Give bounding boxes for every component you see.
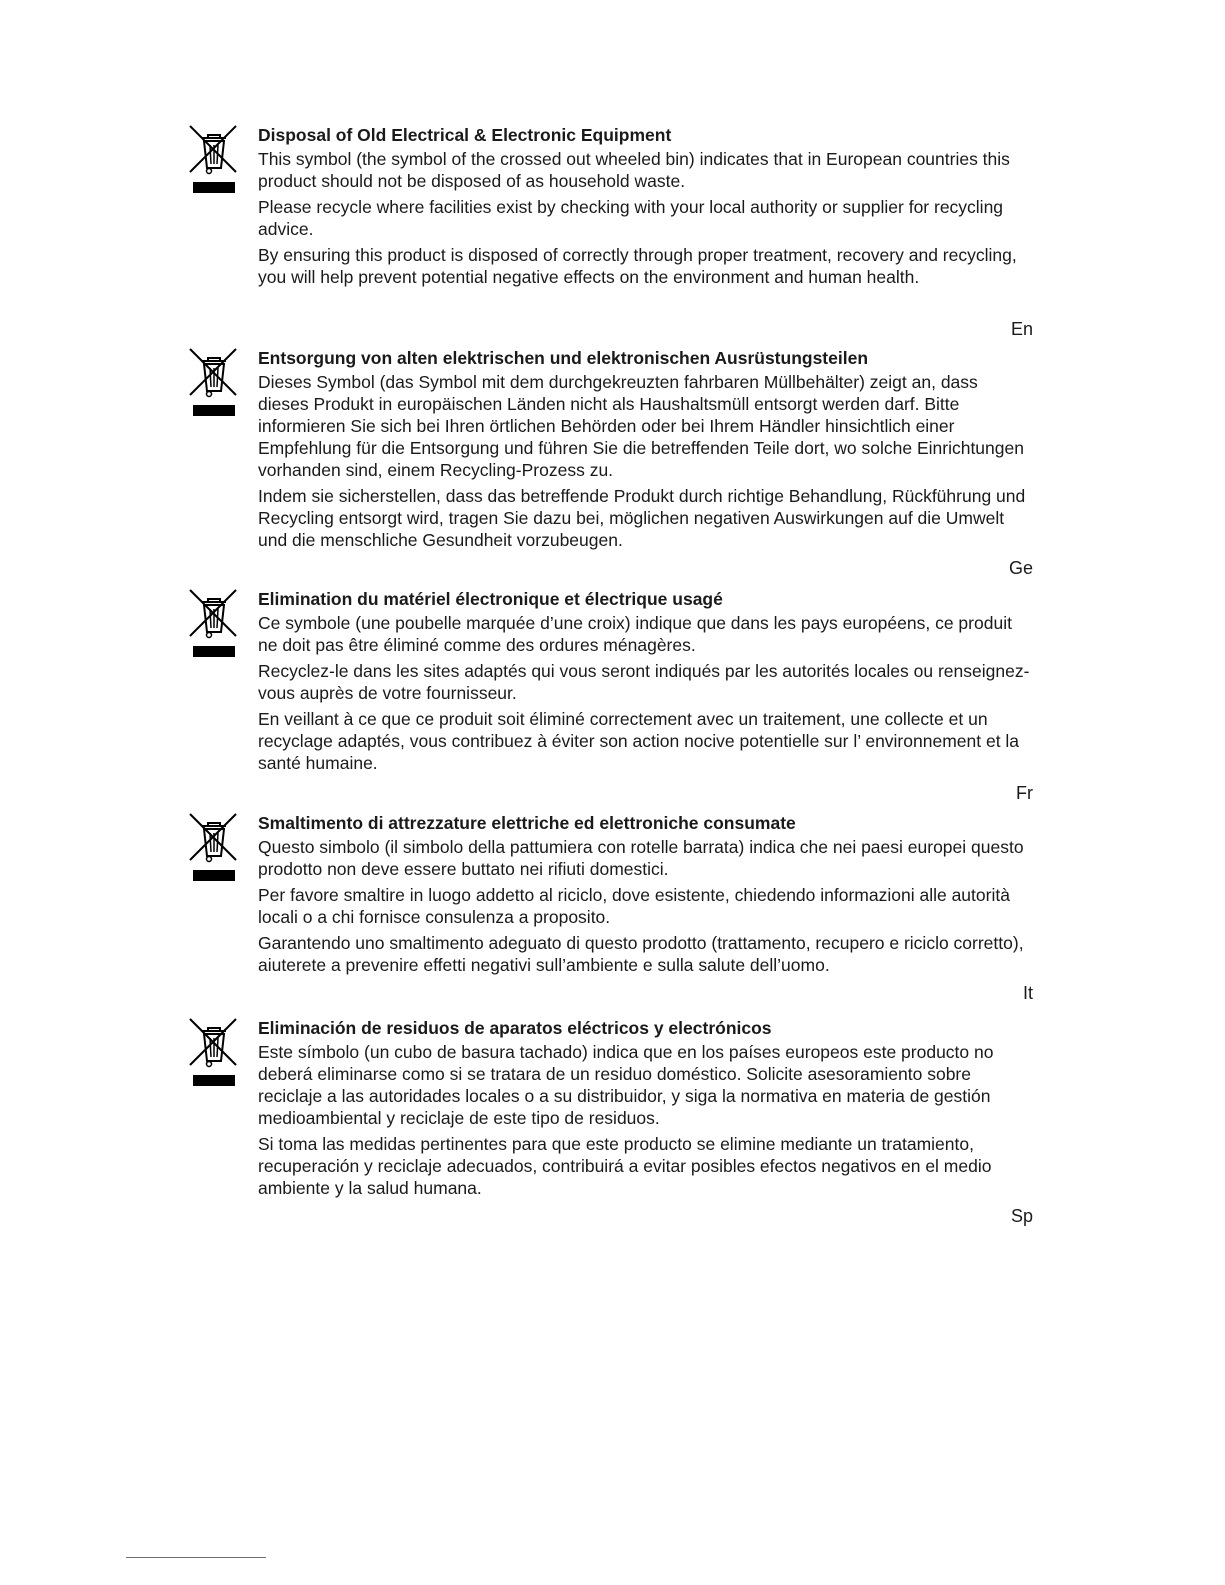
paragraph: By ensuring this product is disposed of correctly through proper treatment, recovery and recycling, you will help prevent potential negative effects on the environment and human health. bbox=[258, 245, 1017, 287]
paragraph: Indem sie sicherstellen, dass das betreffende Produkt durch richtige Behandlung, Rückführung und Recycling entsorgt wird, tragen Sie dazu bei, möglichen negativen Auswirkungen auf die Umwelt und die menschliche Gesundheit vorzubeugen. bbox=[258, 486, 1026, 550]
crossed-out-wheeled-bin-icon bbox=[188, 588, 240, 660]
language-code: Sp bbox=[1010, 1206, 1033, 1226]
language-code: Fr bbox=[1016, 783, 1033, 803]
crossed-out-wheeled-bin-icon bbox=[188, 124, 240, 196]
language-code: En bbox=[1010, 319, 1033, 339]
section-ge bbox=[188, 347, 1033, 587]
section-it bbox=[188, 812, 1033, 1016]
section-heading: Entsorgung von alten elektrischen und elektronischen Ausrüstungsteilen bbox=[258, 348, 869, 368]
section-fr bbox=[188, 588, 1033, 810]
paragraph: Este símbolo (un cubo de basura tachado) indica que en los países europeos este producto no deberá eliminarse como si se tratara de un residuo doméstico. Solicite asesoramiento sobre reciclaje a las autoridades locales o a su distribuidor, y siga la normativa en materia de gestión medioambiental y reciclaje de este tipo de residuos. bbox=[258, 1042, 994, 1128]
section-heading: Elimination du matériel électronique et électrique usagé bbox=[258, 589, 723, 609]
paragraph: Please recycle where facilities exist by checking with your local authority or supplier for recycling advice. bbox=[258, 197, 1004, 239]
paragraph: Si toma las medidas pertinentes para que este producto se elimine mediante un tratamiento, recuperación y reciclaje adecuados, contribuirá a evitar posibles efectos negativos en el medio ambiente y la salud humana. bbox=[258, 1134, 992, 1198]
section-body bbox=[258, 347, 1033, 555]
paragraph: Garantendo uno smaltimento adeguato di questo prodotto (trattamento, recupero e riciclo corretto), aiuterete a prevenire effetti negativi sull’ambiente e sulla salute dell’uomo. bbox=[258, 933, 1024, 975]
paragraph: Ce symbole (une poubelle marquée d’une croix) indique que dans les pays européens, ce produit ne doit pas être éliminé comme des ordures ménagères. bbox=[258, 613, 1012, 655]
section-body bbox=[258, 812, 1033, 980]
section-heading: Smaltimento di attrezzature elettriche ed elettroniche consumate bbox=[258, 813, 796, 833]
language-code: It bbox=[1022, 983, 1033, 1003]
crossed-out-wheeled-bin-icon bbox=[188, 347, 240, 419]
paragraph: Recyclez-le dans les sites adaptés qui vous seront indiqués par les autorités locales ou renseignez-vous auprès de votre fournisseur. bbox=[258, 661, 1030, 703]
section-heading: Disposal of Old Electrical & Electronic Equipment bbox=[258, 125, 672, 145]
crossed-out-wheeled-bin-icon bbox=[188, 812, 240, 884]
paragraph: Dieses Symbol (das Symbol mit dem durchgekreuzten fahrbaren Müllbehälter) zeigt an, dass dieses Produkt in europäischen Länden nicht als Haushaltsmüll entsorgt werden darf. Bitte informieren Sie sich bei Ihren örtlichen Behörden oder bei Ihrem Händler hinsichtlich einer Empfehlung für die Entsorgung und führen Sie die betreffenden Teile dort, wo solche Einrichtungen vorhanden sind, einem Recycling-Prozess zu. bbox=[258, 372, 1024, 480]
crossed-out-wheeled-bin-icon bbox=[188, 1017, 240, 1089]
footer-rule bbox=[126, 1557, 266, 1558]
section-en bbox=[188, 124, 1033, 346]
paragraph: En veillant à ce que ce produit soit éliminé correctement avec un traitement, une collecte et un recyclage adaptés, vous contribuez à éviter son action nocive potentielle sur l’ environnement et la santé humaine. bbox=[258, 709, 1020, 773]
section-body bbox=[258, 588, 1033, 778]
paragraph: This symbol (the symbol of the crossed out wheeled bin) indicates that in European countries this product should not be disposed of as household waste. bbox=[258, 149, 1010, 191]
section-body bbox=[258, 124, 1033, 292]
section-heading: Eliminación de residuos de aparatos eléctricos y electrónicos bbox=[258, 1018, 772, 1038]
section-sp bbox=[188, 1017, 1033, 1237]
language-code: Ge bbox=[1008, 558, 1033, 578]
paragraph: Per favore smaltire in luogo addetto al riciclo, dove esistente, chiedendo informazioni alle autorità locali o a chi fornisce consulenza a proposito. bbox=[258, 885, 1010, 927]
paragraph: Questo simbolo (il simbolo della pattumiera con rotelle barrata) indica che nei paesi europei questo prodotto non deve essere buttato nei rifiuti domestici. bbox=[258, 837, 1024, 879]
section-body bbox=[258, 1017, 1033, 1203]
